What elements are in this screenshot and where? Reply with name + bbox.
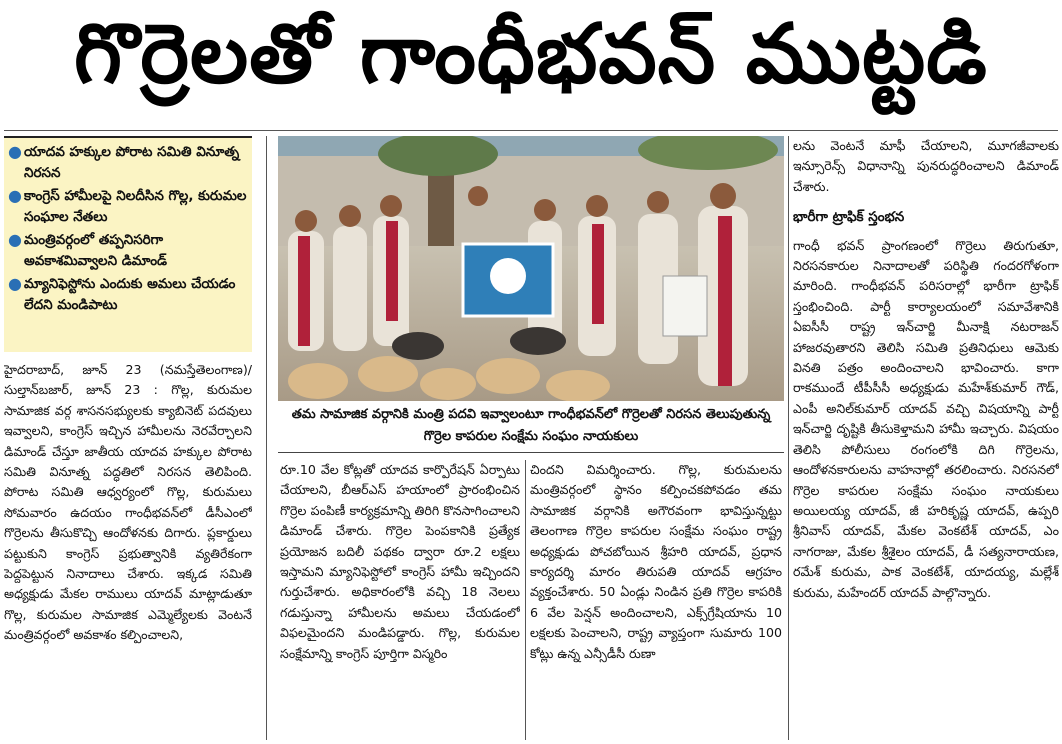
article-paragraph: రూ.10 వేల కోట్లతో యాదవ కార్పొరేషన్ ఏర్పాటు చేయాలని, బీఆర్‌ఎస్ హయాంలో ప్రారంభించిన గొర్రెల పంపిణీ కార్యక్రమాన్ని తిరిగి కొనసాగించాలని డిమాండ్ చేశారు. గొర్రెల పెంపకానికి ప్రత్యేక ప్రయోజన బదిలీ పథకం ద్వారా రూ.2 లక్షలు ఇస్తామని మ్యానిఫెస్టోలో కాంగ్రెస్ హామీ ఇచ్చిందని గుర్తుచేశారు. అధికారంలోకి వచ్చి 18 నెలలు గడుస్తున్నా హామీలను అమలు చేయడంలో విఫలమైందని మండిపడ్డారు. గొల్ల, కురుమల సంక్షేమాన్ని కాంగ్రెస్ పూర్తిగా విస్మరిం xyxy=(280,462,520,661)
column-divider xyxy=(525,460,526,740)
article-paragraph: చిందని విమర్శించారు. గొల్ల, కురుమలను మంత్రివర్గంలో స్థానం కల్పించకపోవడం తమ సామాజిక వర్గానికి అగౌరవంగా భావిస్తున్నట్టు తెలంగాణ గొర్రెల కాపరుల సంక్షేమ సంఘం రాష్ట్ర అధ్యక్షుడు పోచబోయిన శ్రీహరి యాదవ్, ప్రధాన కార్యదర్శి మారం తిరుపతి యాదవ్ ఆగ్రహం వ్యక్తంచేశారు. 50 ఏండ్లు నిండిన ప్రతి గొర్రెల కాపరికి 6 వేల పెన్షన్ అందించాలని, ఎక్స్‌గ్రేషియాను 10 లక్షలకు పెంచాలని, రాష్ట్ర వ్యాప్తంగా సుమారు 100 కోట్లు ఉన్న ఎన్సీడీసీ రుణా xyxy=(530,462,782,661)
highlight-item xyxy=(8,142,248,184)
bullet-icon: ● xyxy=(8,230,22,249)
article-column-3 xyxy=(530,460,782,744)
highlights-box xyxy=(4,136,252,352)
article-column-2 xyxy=(280,460,520,744)
photo-caption: తమ సామాజిక వర్గానికి మంత్రి పదవి ఇవ్వాలంటూ గాంధీభవన్‌లో గొర్రెలతో నిరసన తెలుపుతున్న గొర్రెల కాపరుల సంక్షేమ సంఘం నాయకులు xyxy=(278,404,784,453)
article-paragraph: లను వెంటనే మాఫీ చేయాలని, మూగజీవాలకు ఇన్సూరెన్స్ విధానాన్ని పునరుద్ధరించాలని డిమాండ్ చేశారు. xyxy=(793,138,1059,194)
headline-divider xyxy=(4,130,1058,131)
highlight-text: మంత్రివర్గంలో తప్పనిసరిగా అవకాశమివ్వాలని డిమాండ్ xyxy=(24,232,168,269)
news-photo xyxy=(278,136,784,401)
highlight-item xyxy=(8,230,248,272)
article-paragraph: హైదరాబాద్, జూన్ 23 (నమస్తేతెలంగాణ)/ సుల్తాన్‌బజార్, జూన్ 23 : గొల్ల, కురుమల సామాజిక వర్గ శాసనసభ్యులకు క్యాబినెట్ పదవులు ఇవ్వాలని, కాంగ్రెస్ ఇచ్చిన హామీలను నెరవేర్చాలని డిమాండ్ చేస్తూ జాతీయ యాదవ హక్కుల పోరాట సమితి వినూత్న పద్ధతిలో నిరసన తెలిపింది. పోరాట సమితి ఆధ్వర్యంలో గొల్ల, కురుమలు సోమవారం ఉదయం గాంధీభవన్‌లో డీసీఎంలో గొర్రెలను తీసుకొచ్చి ఆందోళనకు దిగారు. ప్లకార్డులు పట్టుకుని కాంగ్రెస్ ప్రభుత్వానికి వ్యతిరేకంగా పెద్దపెట్టున నినాదాలు చేశారు. ఇక్కడ సమితి అధ్యక్షుడు మేకల రాములు యాదవ్ మాట్లాడుతూ గొల్ల, కురుమల సామాజిక ఎమ్మెల్యేలకు వెంటనే మంత్రివర్గంలో అవకాశం కల్పించాలని, xyxy=(4,362,252,643)
article-paragraph: గాంధీ భవన్ ప్రాంగణంలో గొర్రెలు తిరుగుతూ, నిరసనకారుల నినాదాలతో పరిస్థితి గందరగోళంగా మారింది. గాంధీభవన్ పరిసరాల్లో భారీగా ట్రాఫిక్ స్తంభించింది. పార్టీ కార్యాలయంలో సమావేశానికి ఏఐసీసీ రాష్ట్ర ఇన్‌చార్జి మీనాక్షి నటరాజన్ హాజరవుతారని తెలిసి సమితి ప్రతినిధులు ఆమెకు వినతి పత్రం అందించాలని భావించారు. కాగా రాకముందే టీపీసీసీ అధ్యక్షుడు మహేశ్‌కుమార్ గౌడ్, ఎంపీ అనిల్‌కుమార్ యాదవ్ వచ్చి విషయాన్ని పార్టీ ఇన్‌చార్జి దృష్టికి తీసుకెళ్తామని హామీ ఇచ్చారు. విషయం తెలిసి పోలీసులు రంగంలోకి దిగి గొర్రెలను, ఆందోళనకారులను వాహనాల్లో తరలించారు. నిరసనలో గొర్రెల కాపరుల సంక్షేమ సంఘం నాయకులు అయిలయ్య యాదవ్, జీ హరికృష్ణ యాదవ్, ఉప్పరి శ్రీనివాస్ యాదవ్, మేకల వెంకటేశ్ యాదవ్, ఎం నాగరాజు, మేకల శ్రీశైలం యాదవ్, డీ సత్యనారాయణ, రమేశ్ కురుమ, పాక వెంకటేశ్, యాదయ్య, మల్లేశ్ కురుమ, మహేందర్ యాదవ్ పాల్గొన్నారు. xyxy=(793,237,1059,600)
article-column-1 xyxy=(4,360,252,744)
protest-photo-illustration xyxy=(278,136,784,401)
headline: గొర్రెలతో గాంధీభవన్ ముట్టడి xyxy=(74,6,988,102)
subheading: భారీగా ట్రాఫిక్ స్తంభన xyxy=(793,209,905,226)
highlight-text: మ్యానిఫెస్టోను ఎందుకు అమలు చేయడం లేదని మండిపాటు xyxy=(24,276,236,313)
bullet-icon: ● xyxy=(8,274,22,293)
highlight-text: యాదవ హక్కుల పోరాట సమితి వినూత్న నిరసన xyxy=(24,144,240,181)
bullet-icon: ● xyxy=(8,142,22,161)
article-column-4 xyxy=(793,136,1059,744)
column-divider xyxy=(788,136,789,740)
highlight-text: కాంగ్రెస్ హామీలపై నిలదీసిన గొల్ల, కురుమల సంఘాల నేతలు xyxy=(24,188,247,225)
highlight-item xyxy=(8,274,248,316)
bullet-icon: ● xyxy=(8,186,22,205)
highlight-item xyxy=(8,186,248,228)
column-divider xyxy=(266,136,267,740)
